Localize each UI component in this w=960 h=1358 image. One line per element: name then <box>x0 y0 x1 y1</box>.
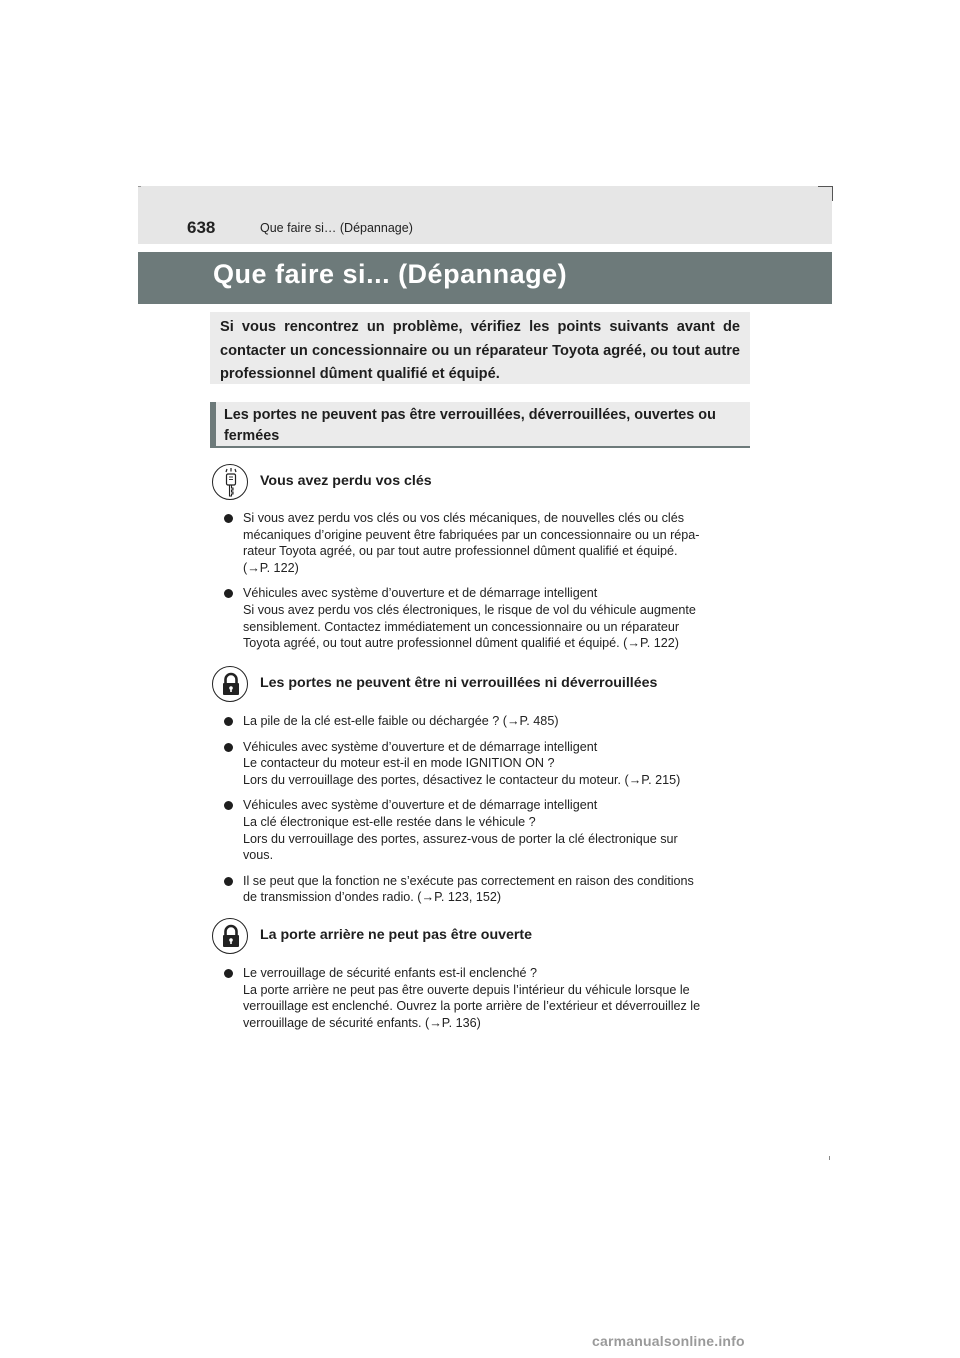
bullet-line: La pile de la clé est-elle faible ou déchargée ? (→P. 485) <box>243 714 559 728</box>
bullet-line: rateur Toyota agréé, ou par tout autre professionnel dûment qualifié et équipé. <box>243 544 678 559</box>
subsection-back-door <box>212 918 752 958</box>
page-number: 638 <box>187 218 216 237</box>
crop-mark <box>829 1156 830 1160</box>
intro-box <box>210 312 750 384</box>
subsection-title: Les portes ne peuvent être ni verrouillées ni déverrouillées <box>260 675 658 691</box>
bullet-line: de transmission d’ondes radio. (→P. 123, 152) <box>243 890 502 905</box>
bullet-line: Véhicules avec système d’ouverture et de démarrage intelligent <box>243 739 598 754</box>
bullet-line: sensiblement. Contactez immédiatement un concessionnaire ou un réparateur <box>243 619 680 634</box>
bullet-line: verrouillage de sécurité enfants. (→P. 136) <box>243 1015 481 1030</box>
bullet-line: Il se peut que la fonction ne s’exécute pas correctement en raison des conditions <box>243 873 694 888</box>
bullet-line: Véhicules avec système d’ouverture et de démarrage intelligent <box>243 798 598 813</box>
bullet-line: La porte arrière ne peut pas être ouverte depuis l’intérieur du véhicule lorsque le <box>243 982 690 997</box>
bullet-line: Lors du verrouillage des portes, désactivez le contacteur du moteur. (→P. 215) <box>243 772 681 787</box>
intro-text: Si vous rencontrez un problème, vérifiez les points suivants avant de contacter un concessionnaire ou un réparateur Toyota agréé, ou tout autre professionnel dûment qualifié et équipé. <box>220 319 740 382</box>
bullet-line: Le verrouillage de sécurité enfants est-il enclenché ? <box>243 966 538 980</box>
bullet-line: Si vous avez perdu vos clés électroniques, le risque de vol du véhicule augmente <box>243 602 696 617</box>
bullet-line: (→P. 122) <box>243 560 299 575</box>
bullet-line: mécaniques d’origine peuvent être fabriquées par un concessionnaire ou un répa- <box>243 527 700 542</box>
running-head: Que faire si… (Dépannage) <box>260 221 413 235</box>
subsection-doors-lock <box>212 666 752 706</box>
subsection-title: Vous avez perdu vos clés <box>260 473 432 489</box>
lock-icon <box>212 666 248 702</box>
list-item <box>224 510 748 576</box>
section-title: Les portes ne peuvent pas être verrouillées, déverrouillées, ouvertes ou fermées <box>224 407 716 444</box>
header-bar <box>138 186 832 244</box>
bullet-line: Le contacteur du moteur est-il en mode IGNITION ON ? <box>243 756 555 771</box>
lock-icon <box>212 918 248 954</box>
list-item <box>224 797 748 863</box>
watermark: carmanualsonline.info <box>592 1333 745 1349</box>
crop-mark <box>138 186 141 187</box>
list-item <box>224 873 748 906</box>
list-item <box>224 585 748 651</box>
list-item <box>224 739 748 789</box>
page-title: Que faire si... (Dépannage) <box>213 259 568 289</box>
title-banner <box>138 252 832 304</box>
bullet-list-back-door <box>224 965 748 1040</box>
bullet-list-doors-lock <box>224 713 748 915</box>
crop-mark <box>818 186 833 201</box>
bullet-line: La clé électronique est-elle restée dans le véhicule ? <box>243 814 536 829</box>
list-item <box>224 965 748 1031</box>
subsection-lost-keys <box>212 464 752 504</box>
list-item <box>224 713 748 730</box>
bullet-line: vous. <box>243 848 274 863</box>
subsection-title: La porte arrière ne peut pas être ouverte <box>260 927 533 943</box>
bullet-line: Toyota agréé, ou tout autre professionnel dûment qualifié et équipé. (→P. 122) <box>243 636 679 651</box>
section-heading <box>210 402 750 448</box>
bullet-line: Véhicules avec système d’ouverture et de démarrage intelligent <box>243 586 598 601</box>
bullet-line: Lors du verrouillage des portes, assurez-vous de porter la clé électronique sur <box>243 831 678 846</box>
bullet-list-lost-keys <box>224 510 748 661</box>
bullet-line: verrouillage est enclenché. Ouvrez la porte arrière de l’extérieur et déverrouillez le <box>243 999 701 1014</box>
bullet-line: Si vous avez perdu vos clés ou vos clés mécaniques, de nouvelles clés ou clés <box>243 511 685 525</box>
key-icon <box>212 464 248 500</box>
